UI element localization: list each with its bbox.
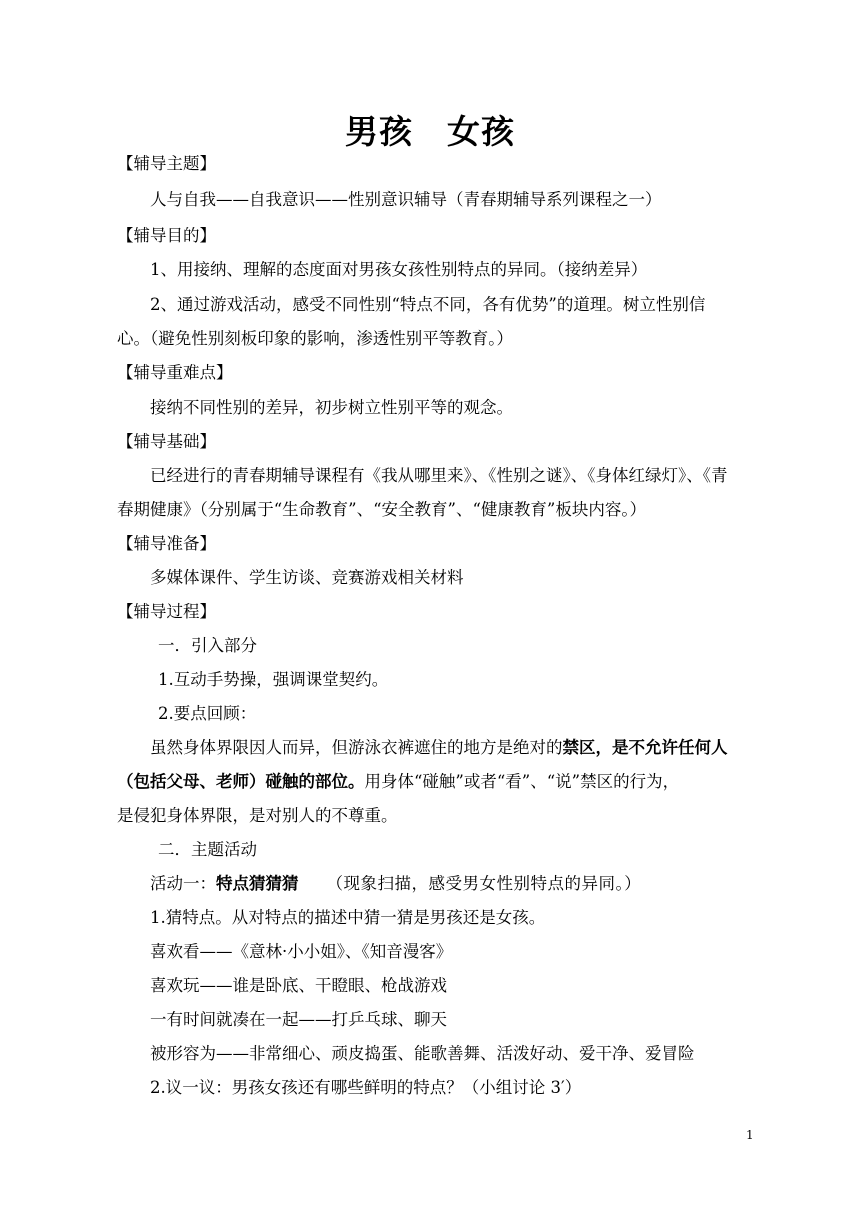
step-1: 1.互动手势操，强调课堂契约。 — [158, 670, 389, 689]
review-text-a: 虽然身体界限因人而异，但游泳衣裤遮住的地方是绝对的 — [150, 738, 563, 757]
basis-line-1: 已经进行的青春期辅导课程有《我从哪里来》、《性别之谜》、《身体红绿灯》、《青 — [150, 466, 728, 485]
key-points-text: 接纳不同性别的差异，初步树立性别平等的观念。 — [150, 398, 513, 417]
title-part-1: 男孩 — [345, 112, 413, 151]
review-line-1 — [150, 736, 728, 760]
purpose-item-2-line-1: 2、通过游戏活动，感受不同性别“特点不同，各有优势”的道理。树立性别信 — [150, 295, 706, 314]
part2-heading: 二．主题活动 — [158, 840, 257, 859]
purpose-item-2-line-2: 心。（避免性别刻板印象的影响，渗透性别平等教育。） — [117, 329, 513, 348]
activity-note: （现象扫描，感受男女性别特点的异同。） — [326, 874, 642, 893]
basis-line-2: 春期健康》（分别属于“生命教育”、“安全教育”、“健康教育”板块内容。） — [117, 500, 647, 519]
purpose-item-1: 1、用接纳、理解的态度面对男孩女孩性别特点的异同。（接纳差异） — [150, 260, 648, 279]
free-time-line: 一有时间就凑在一起——打乒乓球、聊天 — [150, 1010, 447, 1029]
review-text-b: 禁区，是不允许任何人 — [562, 738, 728, 757]
step-2: 2.要点回顾： — [158, 704, 257, 723]
purpose-heading: 【辅导目的】 — [117, 226, 216, 245]
key-points-heading: 【辅导重难点】 — [117, 363, 233, 382]
like-play-line: 喜欢玩——谁是卧底、干瞪眼、枪战游戏 — [150, 976, 447, 995]
process-heading: 【辅导过程】 — [117, 602, 216, 621]
activity-prefix: 活动一： — [150, 874, 216, 893]
basis-heading: 【辅导基础】 — [117, 432, 216, 451]
review-line-2 — [117, 770, 679, 794]
like-watch-line: 喜欢看——《意林·小小姐》、《知音漫客》 — [150, 942, 453, 961]
activity-name: 特点猜猜猜 — [216, 874, 299, 893]
theme-heading: 【辅导主题】 — [117, 154, 216, 173]
review-line-3: 是侵犯身体界限，是对别人的不尊重。 — [117, 806, 398, 825]
prep-heading: 【辅导准备】 — [117, 534, 216, 553]
part1-heading: 一．引入部分 — [158, 636, 257, 655]
described-line: 被形容为——非常细心、顽皮捣蛋、能歌善舞、活泼好动、爱干净、爱冒险 — [150, 1044, 695, 1063]
prep-text: 多媒体课件、学生访谈、竞赛游戏相关材料 — [150, 568, 464, 587]
review-text-d: 用身体“碰触”或者“看”、“说”禁区的行为， — [364, 772, 680, 791]
discuss-line: 2.议一议：男孩女孩还有哪些鲜明的特点？（小组讨论 3′） — [150, 1078, 582, 1097]
guess-line: 1.猜特点。从对特点的描述中猜一猜是男孩还是女孩。 — [150, 908, 546, 927]
theme-text: 人与自我——自我意识——性别意识辅导（青春期辅导系列课程之一） — [150, 190, 662, 209]
review-text-c: （包括父母、老师）碰触的部位。 — [117, 772, 365, 791]
title-part-2: 女孩 — [447, 112, 515, 151]
page-number: 1 — [746, 1128, 754, 1142]
activity-line — [150, 872, 641, 896]
document-title — [0, 106, 860, 153]
